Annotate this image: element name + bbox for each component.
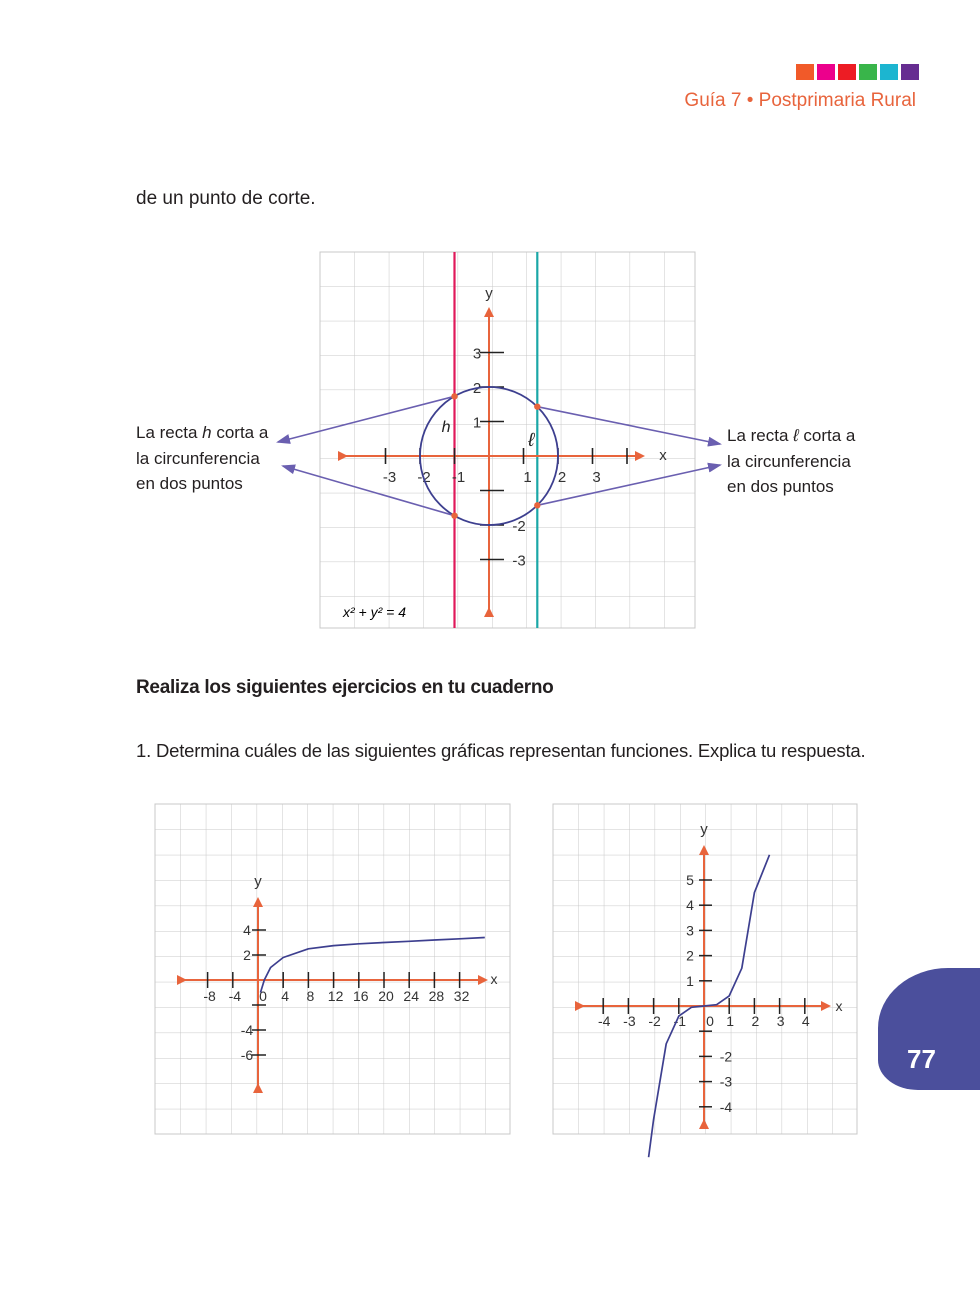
y-tick-label: 3 bbox=[686, 922, 694, 939]
x-axis-label: x bbox=[490, 971, 498, 987]
x-axis-label: x bbox=[835, 998, 843, 1014]
x-tick-label: 16 bbox=[353, 988, 369, 1004]
y-tick-label: 4 bbox=[686, 897, 694, 914]
callout-left-var: h bbox=[202, 423, 212, 442]
y-tick-label: 5 bbox=[686, 872, 694, 888]
callout-right-line3: en dos puntos bbox=[727, 477, 834, 496]
grid-graph-a bbox=[155, 804, 510, 1134]
y-tick-label: -4 bbox=[719, 1098, 733, 1115]
intersection-point bbox=[534, 403, 540, 409]
x-tick-label: 8 bbox=[306, 988, 315, 1004]
y-axis-label: y bbox=[700, 821, 708, 838]
y-tick-label: 2 bbox=[243, 947, 251, 963]
x-tick-label: 1 bbox=[726, 1013, 735, 1029]
x-tick-label: 4 bbox=[801, 1013, 810, 1029]
callout-right-pre: La recta bbox=[727, 426, 794, 445]
callout-left bbox=[136, 420, 268, 497]
callout-left-line1 bbox=[136, 420, 268, 446]
callout-right-var: ℓ bbox=[793, 426, 799, 445]
figures-exercise bbox=[0, 780, 880, 1160]
x-tick-label: -8 bbox=[203, 988, 216, 1004]
x-tick-label: 2 bbox=[751, 1013, 760, 1029]
callout-right-line1 bbox=[727, 423, 855, 449]
y-tick-label: -2 bbox=[512, 518, 526, 535]
x-axis-label: x bbox=[659, 447, 667, 464]
header-title: Guía 7 • Postprimaria Rural bbox=[684, 90, 916, 111]
x-tick-label: 3 bbox=[592, 469, 601, 486]
x-tick-label: 1 bbox=[523, 469, 532, 486]
y-tick-label: -4 bbox=[240, 1022, 254, 1038]
x-tick-label: 24 bbox=[403, 988, 419, 1004]
x-tick-label: -3 bbox=[382, 469, 397, 486]
x-tick-label: -4 bbox=[228, 988, 242, 1004]
x-tick-label: -2 bbox=[417, 469, 431, 486]
y-tick-label: -6 bbox=[240, 1047, 254, 1063]
x-tick-label: -2 bbox=[648, 1013, 661, 1029]
x-tick-label: 2 bbox=[557, 469, 567, 486]
intersection-point bbox=[451, 393, 457, 399]
callout-left-line3: en dos puntos bbox=[136, 474, 243, 493]
intersection-point bbox=[534, 502, 540, 508]
x-tick-label: -1 bbox=[673, 1013, 687, 1029]
exercise-1: 1. Determina cuáles de las siguientes gráficas representan funciones. Explica tu respuesta. bbox=[136, 740, 866, 761]
y-tick-label: 2 bbox=[472, 380, 482, 397]
y-tick-label: -2 bbox=[719, 1048, 733, 1065]
y-tick-label: 1 bbox=[472, 414, 482, 432]
y-tick-label: -3 bbox=[512, 552, 526, 570]
y-tick-label: 3 bbox=[472, 345, 482, 363]
y-axis-label: y bbox=[254, 873, 262, 890]
callout-right bbox=[727, 423, 855, 500]
x-tick-label: 20 bbox=[378, 988, 394, 1004]
callout-left-pre: La recta bbox=[136, 423, 203, 442]
intersection-point bbox=[451, 512, 457, 518]
x-tick-label: -1 bbox=[451, 469, 466, 486]
x-tick-label: 0 bbox=[259, 988, 267, 1004]
x-tick-label: 32 bbox=[453, 988, 470, 1004]
y-tick-label: 1 bbox=[686, 972, 694, 989]
line-label-h: h bbox=[441, 419, 451, 436]
y-tick-label: 4 bbox=[243, 922, 251, 938]
line-label-l: ℓ bbox=[528, 430, 535, 451]
x-tick-label: 3 bbox=[776, 1013, 785, 1029]
x-tick-label: 4 bbox=[281, 988, 290, 1004]
section-heading: Realiza los siguientes ejercicios en tu cuaderno bbox=[136, 677, 554, 698]
x-tick-label: 0 bbox=[706, 1013, 714, 1029]
x-tick-label: -3 bbox=[623, 1013, 636, 1029]
y-tick-label: -3 bbox=[719, 1073, 733, 1090]
x-tick-label: 28 bbox=[428, 988, 445, 1004]
grid bbox=[320, 252, 695, 628]
callout-right-line2: la circunferencia bbox=[727, 451, 851, 471]
callout-left-line2: la circunferencia bbox=[136, 448, 260, 468]
x-tick-label: -4 bbox=[597, 1013, 611, 1029]
callout-right-post: corta a bbox=[798, 426, 856, 445]
intro-text: de un punto de corte. bbox=[136, 188, 316, 209]
y-tick-label: 2 bbox=[686, 947, 694, 964]
page-number: 77 bbox=[907, 1044, 936, 1074]
x-tick-label: 12 bbox=[327, 988, 344, 1004]
callout-left-post: corta a bbox=[211, 423, 269, 442]
y-axis-label: y bbox=[485, 285, 493, 302]
equation-label: x² + y² = 4 bbox=[343, 604, 407, 620]
